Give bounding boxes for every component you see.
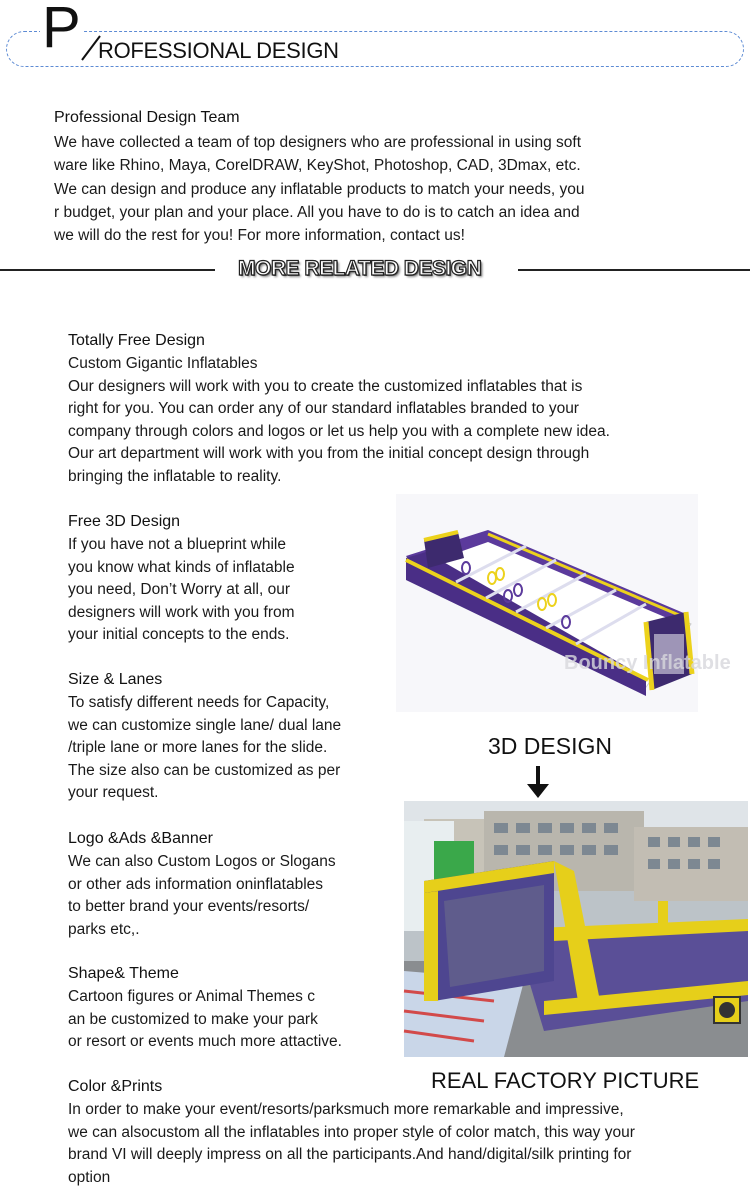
intro-title: Professional Design Team	[54, 109, 240, 126]
section-line: bringing the inflatable to reality.	[68, 467, 282, 485]
section-line: designers will work with you from	[68, 603, 295, 621]
section-line: option	[68, 1168, 111, 1186]
section-line: an be customized to make your park	[68, 1010, 318, 1028]
section-title: Totally Free Design	[68, 332, 205, 349]
section-line: Custom Gigantic Inflatables	[68, 355, 258, 372]
3d-design-image	[396, 494, 731, 712]
divider-right	[518, 269, 750, 271]
section-line: you know what kinds of inflatable	[68, 558, 295, 576]
section-line: Our designers will work with you to create the customized inflatables that is	[68, 377, 583, 395]
section-line: Our art department will work with you from the initial concept design through	[68, 445, 590, 463]
watermark: Bouncy Inflatable	[564, 652, 731, 674]
section-body	[68, 534, 388, 647]
section-title: Size & Lanes	[68, 671, 163, 688]
section-line: In order to make your event/resorts/parksmuch more remarkable and impressive,	[68, 1101, 624, 1118]
intro-line: r budget, your plan and your place. All you have to do is to catch an idea and	[54, 203, 580, 221]
section-line: your request.	[68, 784, 159, 802]
section-title: Logo &Ads &Banner	[68, 830, 213, 847]
section-title: Color &Prints	[68, 1078, 163, 1095]
section-line: To satisfy different needs for Capacity,	[68, 694, 330, 711]
section-line: right for you. You can order any of our standard inflatables branded to your	[68, 400, 579, 418]
section-line: you need, Don’t Worry at all, our	[68, 581, 290, 599]
section-body	[68, 692, 388, 805]
section-divider-title: MORE RELATED DESIGN	[238, 257, 482, 280]
intro-line: we will do the rest for you! For more information, contact us!	[54, 227, 465, 245]
section-body	[68, 986, 398, 1054]
intro-line: We can design and produce any inflatable products to match your needs, you	[54, 180, 585, 198]
header-title: ROFESSIONAL DESIGN	[98, 38, 339, 63]
section-title: Shape& Theme	[68, 965, 179, 982]
header-initial: P	[42, 0, 81, 60]
section-line: company through colors and logos or let us help you with a complete new idea.	[68, 422, 610, 440]
factory-photo	[404, 801, 748, 1057]
section-body	[68, 851, 388, 941]
section-line: The size also can be customized as per	[68, 761, 341, 779]
section-line: parks etc,.	[68, 920, 140, 938]
section-line: we can customize single lane/ dual lane	[68, 716, 342, 734]
intro-line: We have collected a team of top designers who are professional in using soft	[54, 134, 582, 151]
section-line: your initial concepts to the ends.	[68, 626, 290, 644]
section-title: Free 3D Design	[68, 513, 181, 530]
section-line: or other ads information oninflatables	[68, 875, 324, 893]
section-line: brand VI will deeply impress on all the participants.And hand/digital/silk printing for	[68, 1146, 632, 1164]
intro-line: ware like Rhino, Maya, CorelDRAW, KeyShot, Photoshop, CAD, 3Dmax, etc.	[54, 157, 581, 175]
divider-left	[0, 269, 215, 271]
intro-body	[54, 131, 664, 247]
factory-label: REAL FACTORY PICTURE	[431, 1068, 700, 1093]
section-line: We can also Custom Logos or Slogans	[68, 853, 336, 870]
section-line: to better brand your events/resorts/	[68, 898, 310, 916]
section-line: /triple lane or more lanes for the slide.	[68, 739, 328, 757]
section-line: or resort or events much more attactive.	[68, 1033, 342, 1051]
section-line: Cartoon figures or Animal Themes c	[68, 988, 315, 1005]
down-arrow-icon	[525, 766, 551, 800]
section-line: If you have not a blueprint while	[68, 536, 286, 553]
section-body	[68, 1099, 738, 1189]
3d-design-label: 3D DESIGN	[488, 733, 612, 759]
section-line: we can alsocustom all the inflatables into proper style of color match, this way your	[68, 1123, 635, 1141]
section-body	[68, 353, 708, 489]
